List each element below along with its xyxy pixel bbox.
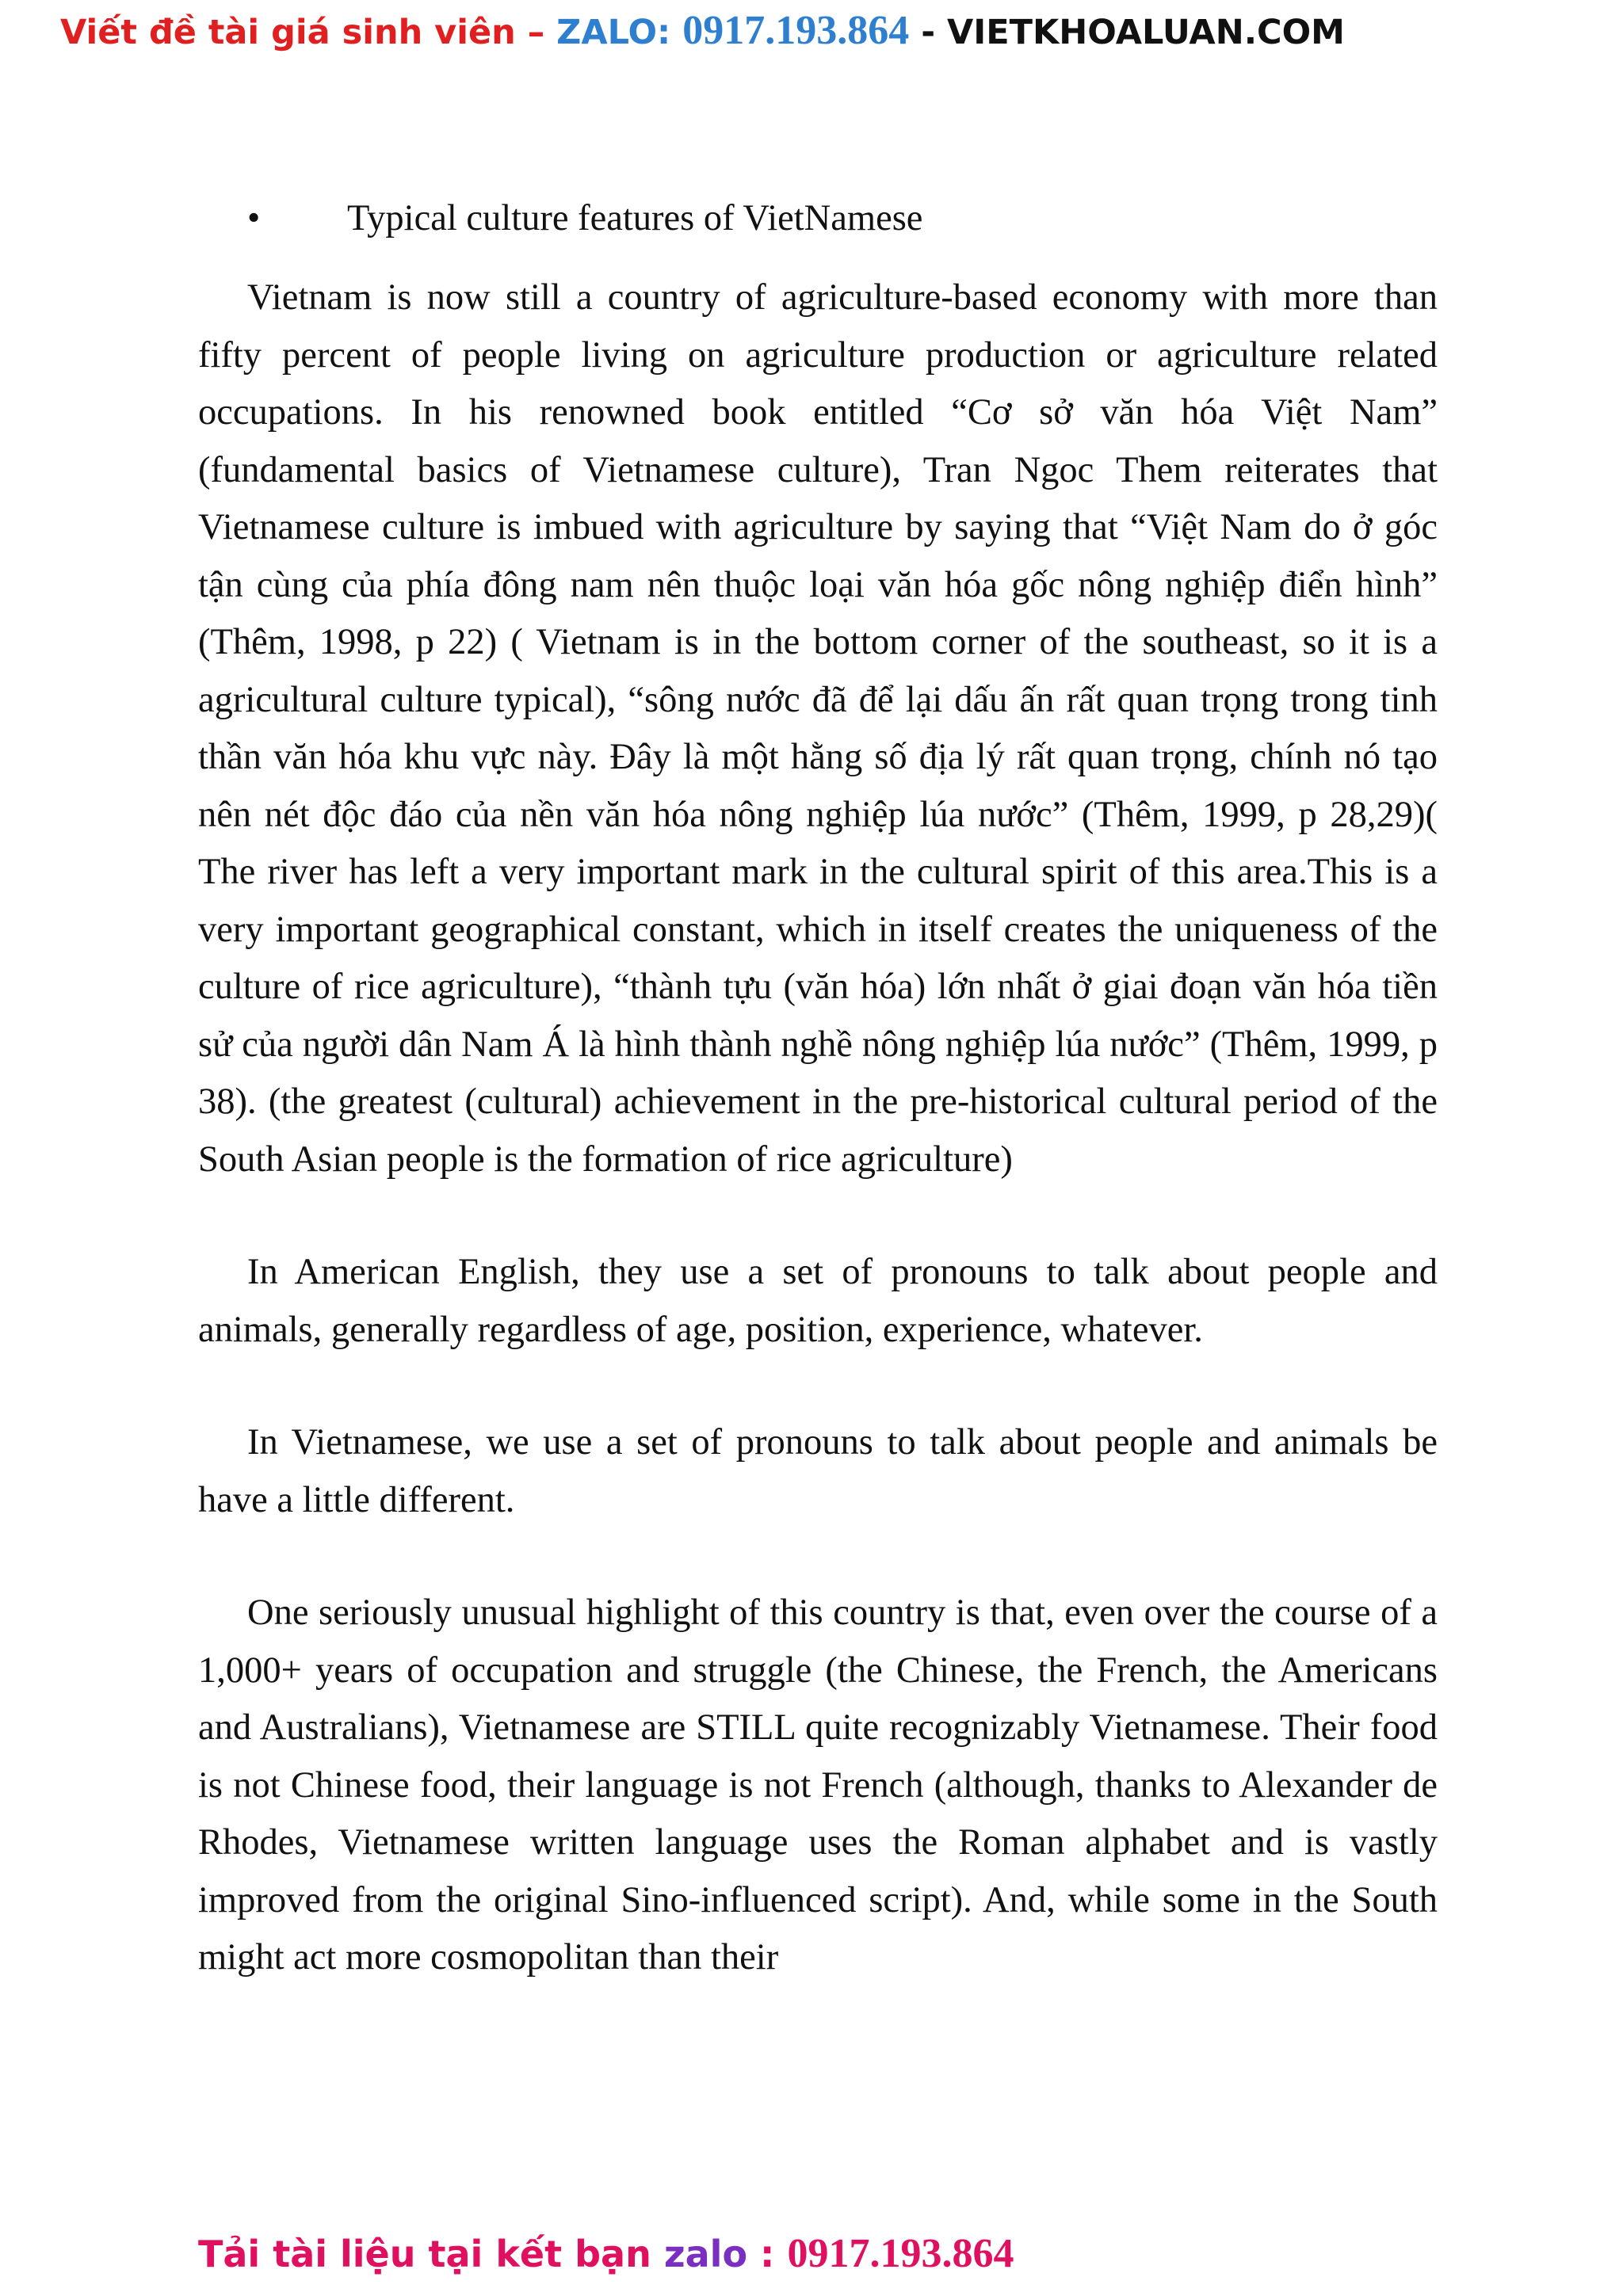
footer-phone: 0917.193.864 [787,2231,1014,2276]
header-zalo-label: ZALO: [556,13,683,52]
paragraph-agriculture: Vietnam is now still a country of agriculture-based economy with more than fifty percent of people living on agriculture production or agriculture related occupations. In his renowned book entitled “Cơ sở văn hóa Việt Nam” (fundamental basics of Vietnamese culture), Tran Ngoc Them reiterates that Vietnamese culture is imbued with agriculture by saying that “Việt Nam do ở góc tận cùng của phía đông nam nên thuộc loại văn hóa gốc nông nghiệp điển hình” (Thêm, 1998, p 22) ( Vietnam is in the bottom corner of the southeast, so it is a agricultural culture typical), “sông nước đã để lại dấu ấn rất quan trọng trong tinh thần văn hóa khu vực này. Đây là một hằng số địa lý rất quan trọng, chính nó tạo nên nét độc đáo của nền văn hóa nông nghiệp lúa nước” (Thêm, 1999, p 28,29)( The river has left a very important mark in the cultural spirit of this area.This is a very important geographical constant, which in itself creates the uniqueness of the culture of rice agriculture), “thành tựu (văn hóa) lớn nhất ở giai đoạn văn hóa tiền sử của người dân Nam Á là hình thành nghề nông nghiệp lúa nước” (Thêm, 1999, p 38). (the greatest (cultural) achievement in the pre-historical cultural period of the South Asian people is the formation of rice agriculture) [198,277,1438,1180]
paragraph-american-english: In American English, they use a set of pronouns to talk about people and animals, generally regardless of age, position, experience, whatever. [198,1252,1438,1350]
paragraph-vietnamese-pronouns: In Vietnamese, we use a set of pronouns to talk about people and animals be have a little different. [198,1422,1438,1520]
document-body [198,190,1438,1987]
bullet-heading-text: Typical culture features of VietNamese [347,198,923,238]
header-prefix: Viết đề tài giá sinh viên – [60,13,557,52]
footer-sep: : [747,2233,788,2275]
footer-prefix: Tải tài liệu tại kết bạn [198,2233,664,2275]
header-phone: 0917.193.864 [682,8,910,53]
paragraph-unusual-highlight: One seriously unusual highlight of this country is that, even over the course of a 1,000+ years of occupation and struggle (the Chinese, the French, the Americans and Australians), Vietnamese are STILL quite recognizably Vietnamese. Their food is not Chinese food, their language is not French (although, thanks to Alexander de Rhodes, Vietnamese written language uses the Roman alphabet and is vastly improved from the original Sino-influenced script). And, while some in the South might act more cosmopolitan than their [198,1592,1438,1978]
footer-banner [198,2226,1014,2282]
header-banner [60,3,1345,59]
bullet-icon: • [247,198,261,238]
header-site: - VIETKHOALUAN.COM [909,13,1345,52]
bullet-heading [198,190,1438,247]
footer-zalo: zalo [663,2233,748,2275]
